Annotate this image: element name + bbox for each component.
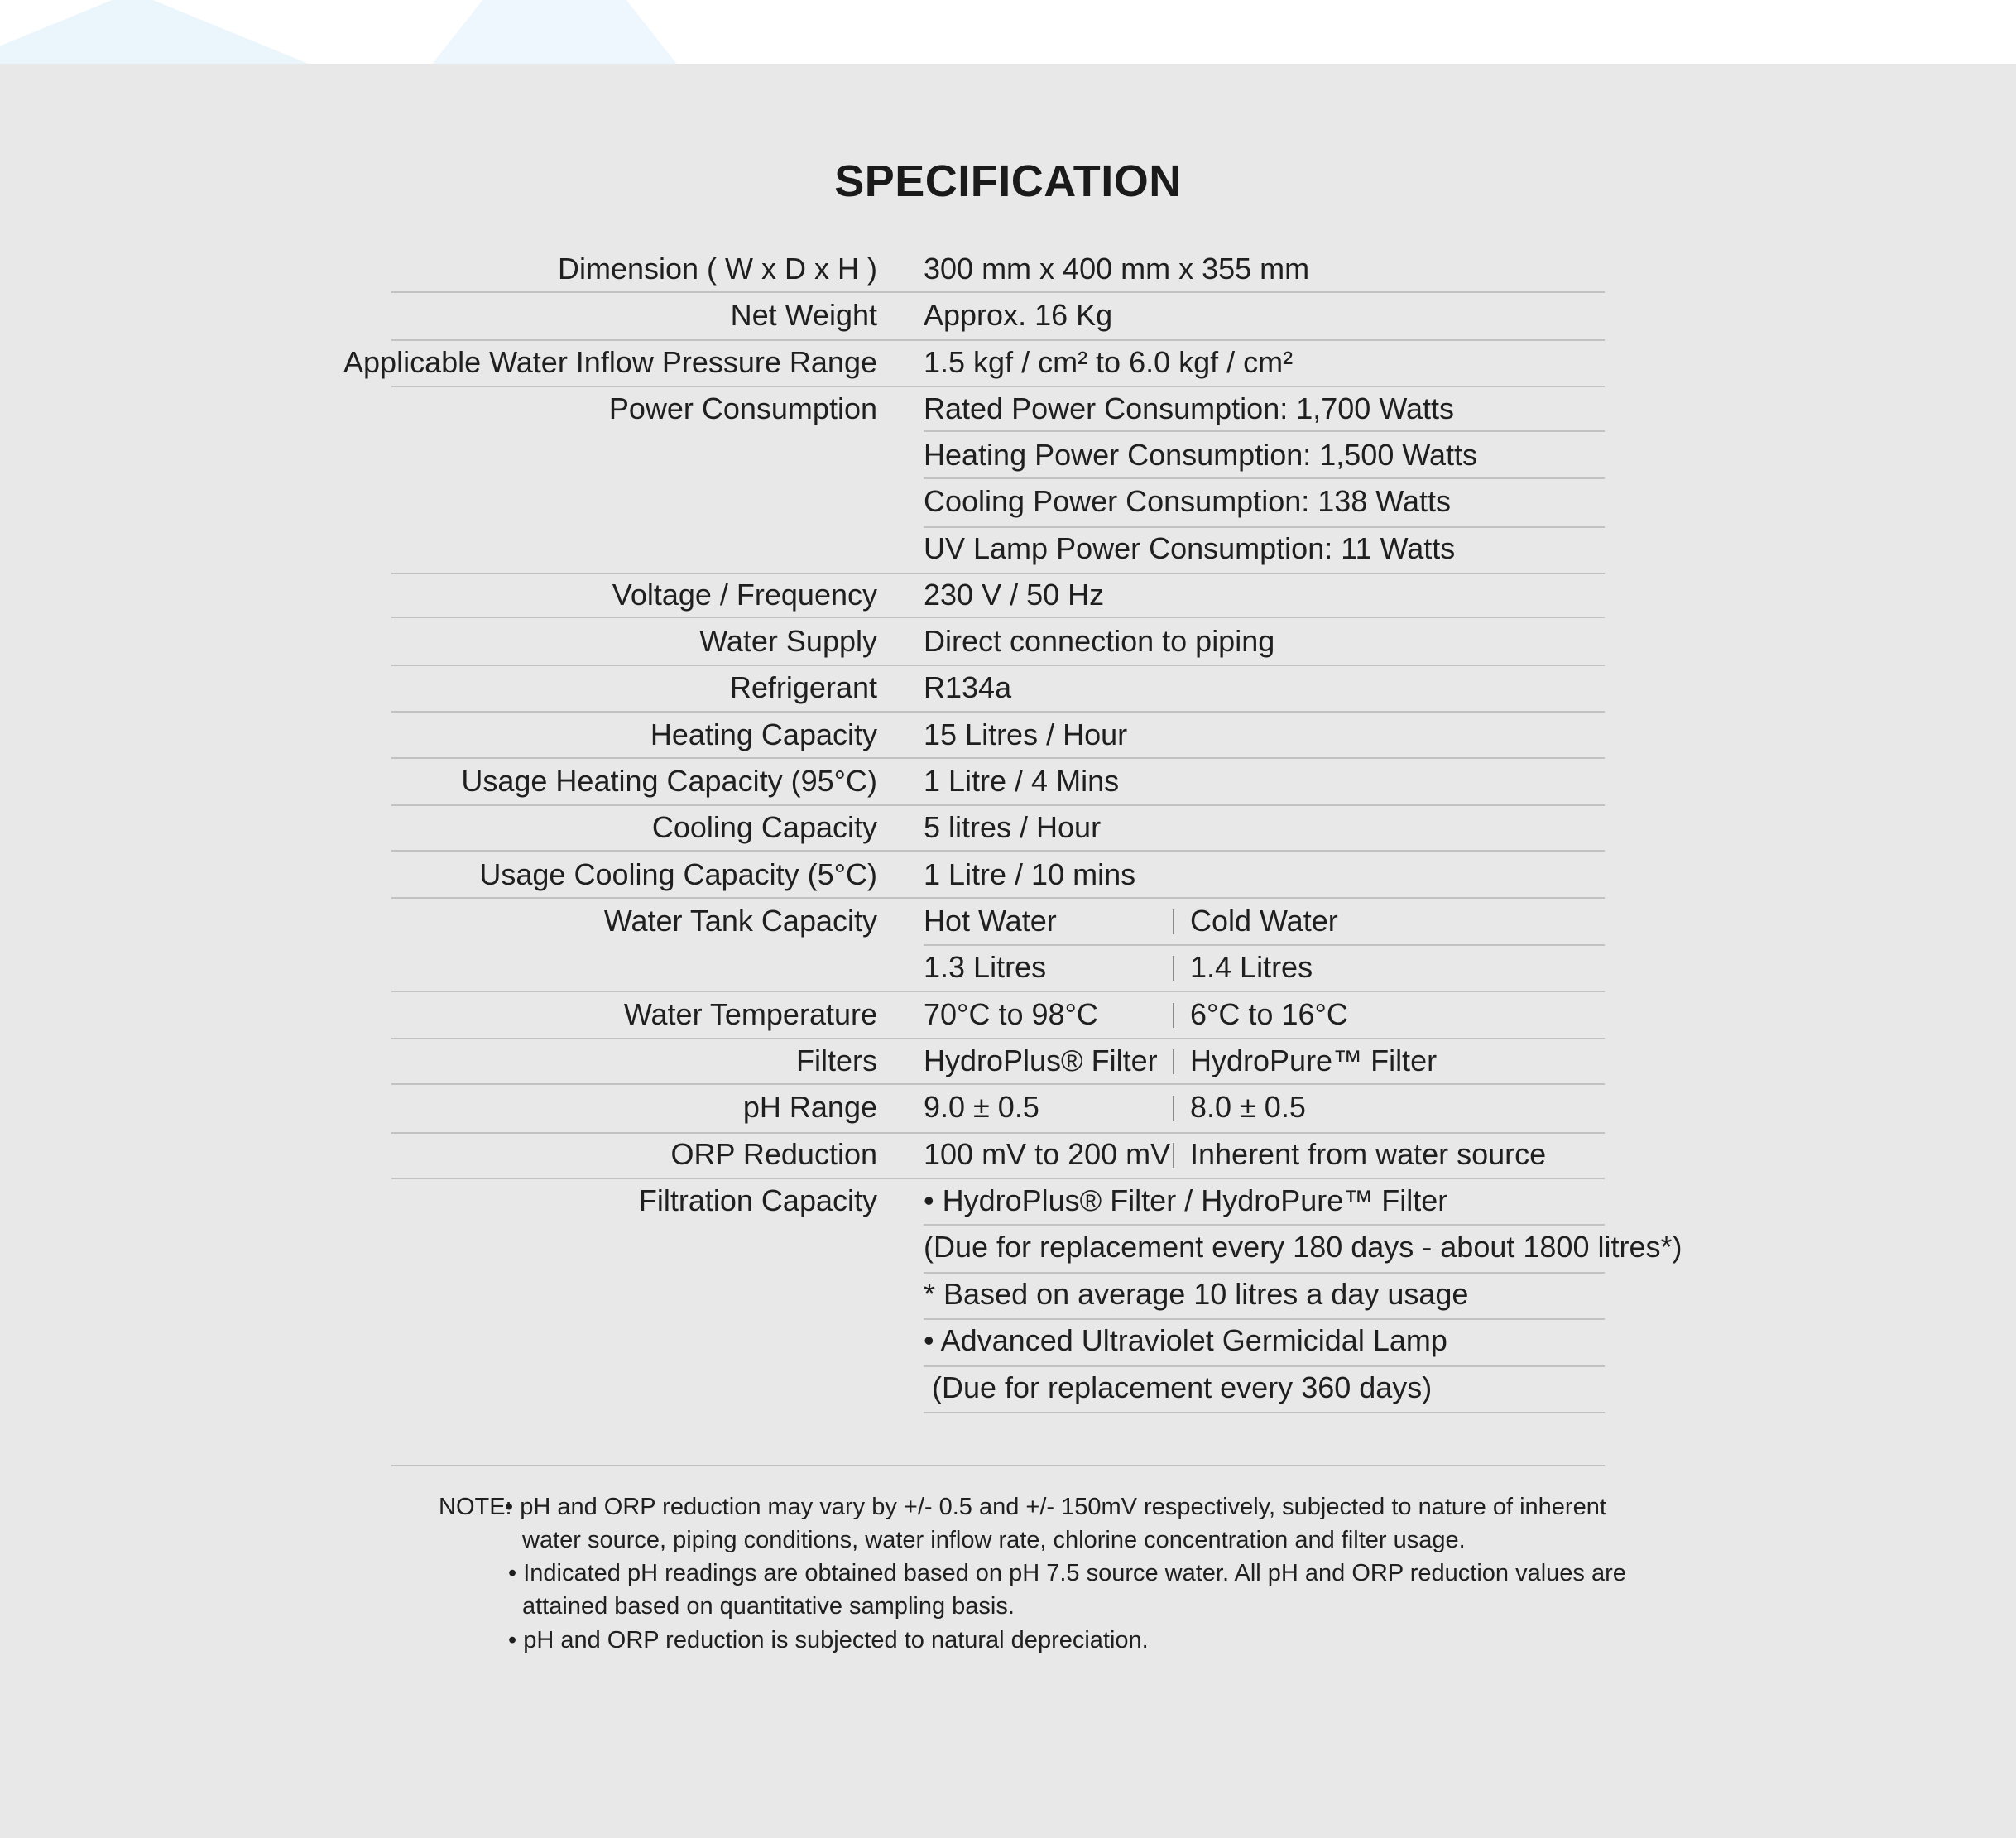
spec-value-secondary: 6°C to 16°C bbox=[1190, 997, 1348, 1031]
spec-row bbox=[0, 804, 2016, 851]
spec-value-secondary: 8.0 ± 0.5 bbox=[1190, 1090, 1306, 1124]
spec-value: 1 Litre / 10 mins bbox=[924, 857, 1136, 891]
top-banner bbox=[0, 0, 2016, 64]
spec-row bbox=[0, 758, 2016, 804]
spec-row bbox=[0, 1084, 2016, 1130]
note-line: • pH and ORP reduction is subjected to natural depreciation. bbox=[508, 1627, 1149, 1653]
spec-label: Usage Cooling Capacity (5°C) bbox=[479, 857, 877, 891]
spec-value: Direct connection to piping bbox=[924, 624, 1275, 658]
spec-row bbox=[0, 1178, 2016, 1224]
spec-label: pH Range bbox=[742, 1090, 877, 1124]
spec-label: Water Supply bbox=[699, 624, 877, 658]
spec-value: • HydroPlus® Filter / HydroPure™ Filter bbox=[924, 1183, 1448, 1217]
column-separator bbox=[1173, 1003, 1174, 1028]
note-prefix: NOTE: bbox=[439, 1494, 512, 1520]
spec-row bbox=[0, 1038, 2016, 1084]
spec-row bbox=[0, 898, 2016, 944]
spec-row bbox=[0, 852, 2016, 898]
spec-label: Power Consumption bbox=[608, 391, 877, 425]
spec-label: Voltage / Frequency bbox=[612, 578, 877, 612]
column-separator bbox=[1173, 1096, 1174, 1121]
spec-row bbox=[0, 1131, 2016, 1178]
spec-value: * Based on average 10 litres a day usage bbox=[924, 1277, 1469, 1311]
spec-label: Filtration Capacity bbox=[638, 1183, 877, 1217]
spec-label: Filters bbox=[796, 1044, 877, 1077]
spec-label: Usage Heating Capacity (95°C) bbox=[461, 764, 877, 798]
spec-label: Applicable Water Inflow Pressure Range bbox=[343, 345, 877, 379]
spec-row bbox=[0, 618, 2016, 665]
spec-row bbox=[0, 1271, 2016, 1317]
spec-value: 5 litres / Hour bbox=[924, 810, 1102, 844]
spec-value: R134a bbox=[924, 670, 1012, 704]
spec-row bbox=[0, 1365, 2016, 1411]
note-line: attained based on quantitative sampling basis. bbox=[522, 1593, 1015, 1620]
section-divider bbox=[391, 1465, 1605, 1466]
spec-value: 70°C to 98°C bbox=[924, 997, 1098, 1031]
spec-row bbox=[0, 246, 2016, 292]
spec-value: 300 mm x 400 mm x 355 mm bbox=[924, 252, 1310, 286]
row-divider bbox=[924, 1412, 1605, 1413]
spec-value: Cooling Power Consumption: 138 Watts bbox=[924, 484, 1451, 518]
spec-row bbox=[0, 572, 2016, 618]
spec-value-secondary: Inherent from water source bbox=[1190, 1137, 1547, 1171]
spec-row bbox=[0, 1224, 2016, 1270]
spec-row bbox=[0, 665, 2016, 711]
note-line: water source, piping conditions, water inflow rate, chlorine concentration and filter usage. bbox=[522, 1527, 1466, 1553]
spec-value: (Due for replacement every 360 days) bbox=[924, 1370, 1433, 1404]
spec-value: • Advanced Ultraviolet Germicidal Lamp bbox=[924, 1323, 1447, 1357]
spec-value: Heating Power Consumption: 1,500 Watts bbox=[924, 438, 1478, 472]
spec-value: 1 Litre / 4 Mins bbox=[924, 764, 1120, 798]
spec-label: Water Tank Capacity bbox=[603, 904, 877, 938]
spec-value-secondary: Cold Water bbox=[1190, 904, 1338, 938]
spec-label: ORP Reduction bbox=[670, 1137, 877, 1171]
spec-row bbox=[0, 478, 2016, 525]
spec-row bbox=[0, 1317, 2016, 1364]
column-separator bbox=[1173, 909, 1174, 934]
spec-row bbox=[0, 712, 2016, 758]
spec-value: 1.5 kgf / cm² to 6.0 kgf / cm² bbox=[924, 345, 1294, 379]
column-separator bbox=[1173, 1049, 1174, 1074]
spec-label: Dimension ( W x D x H ) bbox=[557, 252, 877, 286]
spec-row bbox=[0, 292, 2016, 338]
spec-value: Rated Power Consumption: 1,700 Watts bbox=[924, 391, 1454, 425]
spec-label: Net Weight bbox=[730, 298, 877, 332]
spec-row bbox=[0, 944, 2016, 991]
spec-value-secondary: 1.4 Litres bbox=[1190, 950, 1313, 984]
spec-label: Water Temperature bbox=[623, 997, 877, 1031]
spec-value-secondary: HydroPure™ Filter bbox=[1190, 1044, 1438, 1077]
decorative-triangle bbox=[430, 0, 679, 64]
spec-label: Heating Capacity bbox=[650, 717, 877, 751]
column-separator bbox=[1173, 1143, 1174, 1168]
column-separator bbox=[1173, 956, 1174, 981]
spec-value: 1.3 Litres bbox=[924, 950, 1047, 984]
spec-value: HydroPlus® Filter bbox=[924, 1044, 1158, 1077]
spec-value: 15 Litres / Hour bbox=[924, 717, 1128, 751]
decorative-triangle bbox=[0, 0, 314, 64]
spec-row bbox=[0, 339, 2016, 386]
spec-label: Cooling Capacity bbox=[651, 810, 877, 844]
spec-row bbox=[0, 525, 2016, 572]
spec-value: 230 V / 50 Hz bbox=[924, 578, 1105, 612]
spec-value: 9.0 ± 0.5 bbox=[924, 1090, 1039, 1124]
spec-value: (Due for replacement every 180 days - about 1800 litres*) bbox=[924, 1230, 1682, 1264]
note-line: • pH and ORP reduction may vary by +/- 0.5 and +/- 150mV respectively, subjected to nature of inherent bbox=[505, 1494, 1606, 1520]
spec-value: Hot Water bbox=[924, 904, 1057, 938]
page-title: SPECIFICATION bbox=[834, 156, 1182, 206]
note-line: • Indicated pH readings are obtained based on pH 7.5 source water. All pH and ORP reduction values are bbox=[508, 1560, 1626, 1586]
spec-row bbox=[0, 991, 2016, 1038]
spec-value: 100 mV to 200 mV bbox=[924, 1137, 1171, 1171]
spec-row bbox=[0, 432, 2016, 478]
spec-label: Refrigerant bbox=[729, 670, 877, 704]
spec-value: Approx. 16 Kg bbox=[924, 298, 1113, 332]
spec-row bbox=[0, 386, 2016, 432]
spec-value: UV Lamp Power Consumption: 11 Watts bbox=[924, 531, 1456, 565]
